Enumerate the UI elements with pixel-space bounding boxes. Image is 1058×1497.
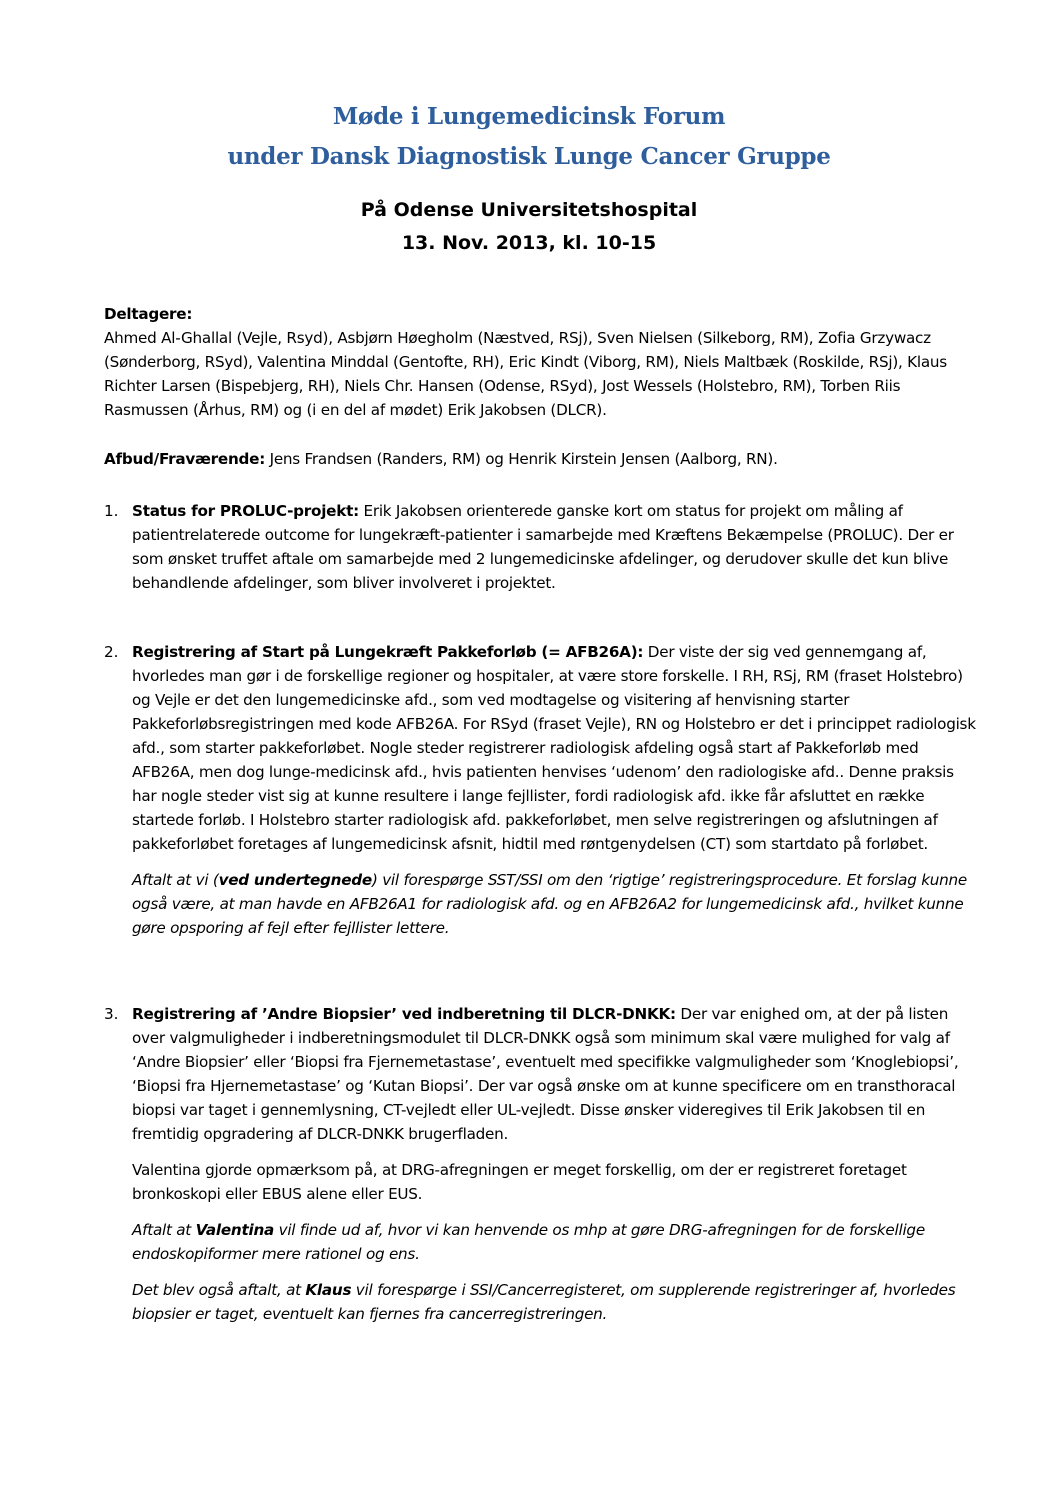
item-text-3: Der var enighed om, at der på listen over valgmuligheder i indberetningsmodulet til DLCR-DNKK også som minimum skal være mulighed for valg af ‘Andre Biopsier’ eller ‘Biopsi fra Fjernemetastase’, eventuelt med specifikke valgmuligheder som ‘Knoglebiopsi’, ‘Biopsi fra Hjernemetastase’ og ‘Kutan Biopsi’. Der var også ønske om at kunne specificere om en transthoracal biopsi var taget i gennemlysning, CT-vejledt eller UL-vejledt. Disse ønsker videregives til Erik Jakobsen til en fremtidig opgradering af DLCR-DNKK brugerfladen. — [132, 1005, 959, 1143]
agreement-responsible: ved undertegnede — [218, 871, 372, 889]
item-number-1: 1. — [104, 502, 119, 520]
item-3-agreement-1 — [132, 1218, 982, 1266]
agreement-responsible: Valentina — [195, 1221, 275, 1239]
absent-section — [104, 447, 984, 471]
absent-list: Jens Frandsen (Randers, RM) og Henrik Kirstein Jensen (Aalborg, RN). — [265, 450, 778, 468]
agreement-text: vil forespørge i SSI/Cancerregisteret, om supplerende registreringer af, hvorledes biopsier er taget, eventuelt kan fjernes fra cancerregistreringen. — [132, 1281, 956, 1323]
item-text-2: Der viste der sig ved gennemgang af, hvorledes man gør i de forskellige regioner og hospitaler, at være store forskelle. I RH, RSj, RM (fraset Holstebro) og Vejle er det den lungemedicinske afd., som ved modtagelse og visitering af henvisning starter Pakkeforløbsregistringen med kode AFB26A. For RSyd (fraset Vejle), RN og Holstebro er det i princippet radiologisk afd., som starter pakkeforløbet. Nogle steder registrerer radiologisk afdeling også start af Pakkeforløb med AFB26A, men dog lunge-medicinsk afd., hvis patienten henvises ‘udenom’ den radiologiske afd.. Denne praksis har nogle steder vist sig at kunne resultere i lange fejllister, fordi radiologisk afd. ikke får afsluttet en række startede forløb. I Holstebro starter radiologisk afd. pakkeforløbet, men selve registreringen og afslutningen af pakkeforløbet foretages af lungemedicinsk afsnit, hidtil med røntgenydelsen (CT) som startdato på forløbet. — [132, 643, 976, 853]
document-title-line-2: under Dansk Diagnostisk Lunge Cancer Gruppe — [227, 143, 831, 170]
absent-label: Afbud/Fraværende: — [104, 450, 266, 468]
item-3-paragraph-2: Valentina gjorde opmærksom på, at DRG-afregningen er meget forskellig, om der er registreret foretaget bronkoskopi eller EBUS alene eller EUS. — [132, 1161, 907, 1203]
item-3-agreement-2 — [132, 1278, 982, 1326]
item-heading-2: Registrering af Start på Lungekræft Pakkeforløb (= AFB26A): — [132, 643, 644, 661]
item-2-agreement — [132, 868, 982, 940]
agreement-text: vil finde ud af, hvor vi kan henvende os mhp at gøre DRG-afregningen for de forskellige endoskopiformer mere rationel og ens. — [132, 1221, 925, 1263]
meeting-datetime: 13. Nov. 2013, kl. 10-15 — [401, 232, 657, 254]
agreement-text: Aftalt at — [132, 1221, 196, 1239]
agreement-text: Det blev også aftalt, at — [132, 1281, 306, 1299]
agenda-item-3 — [132, 1002, 982, 1326]
agenda-item-2 — [132, 640, 982, 940]
agreement-text: Aftalt at vi ( — [132, 871, 219, 889]
participants-section — [104, 302, 984, 422]
document-title-line-1: Møde i Lungemedicinsk Forum — [332, 103, 726, 130]
item-heading-1: Status for PROLUC-projekt: — [132, 502, 359, 520]
agreement-text: ) vil forespørge SST/SSI om den ‘rigtige’ registreringsprocedure. Et forslag kunne også være, at man havde en AFB26A1 for radiologisk afd. og en AFB26A2 for lungemedicinsk afd., hvilket kunne gøre opsporing af fejl efter fejllister lettere. — [132, 871, 967, 937]
agreement-responsible: Klaus — [305, 1281, 352, 1299]
item-heading-3: Registrering af ’Andre Biopsier’ ved indberetning til DLCR-DNKK: — [132, 1005, 676, 1023]
item-number-3: 3. — [104, 1005, 119, 1023]
agenda-item-1 — [132, 499, 982, 595]
participants-heading: Deltagere: — [104, 305, 193, 323]
participants-list: Ahmed Al-Ghallal (Vejle, Rsyd), Asbjørn Høegholm (Næstved, RSj), Sven Nielsen (Silkeborg, RM), Zofia Grzywacz (Sønderborg, RSyd), Valentina Minddal (Gentofte, RH), Eric Kindt (Viborg, RM), Niels Maltbæk (Roskilde, RSj), Klaus Richter Larsen (Bispebjerg, RH), Niels Chr. Hansen (Odense, RSyd), Jost Wessels (Holstebro, RM), Torben Riis Rasmussen (Århus, RM) og (i en del af mødet) Erik Jakobsen (DLCR). — [104, 329, 947, 419]
meeting-location: På Odense Universitetshospital — [360, 199, 698, 221]
item-text-1: Erik Jakobsen orienterede ganske kort om status for projekt om måling af patientrelaterede outcome for lungekræft-patienter i samarbejde med Kræftens Bekæmpelse (PROLUC). Der er som ønsket truffet aftale om samarbejde med 2 lungemedicinske afdelinger, og derudover skulle det kun blive behandlende afdelinger, som bliver involveret i projektet. — [132, 502, 954, 592]
item-number-2: 2. — [104, 643, 119, 661]
